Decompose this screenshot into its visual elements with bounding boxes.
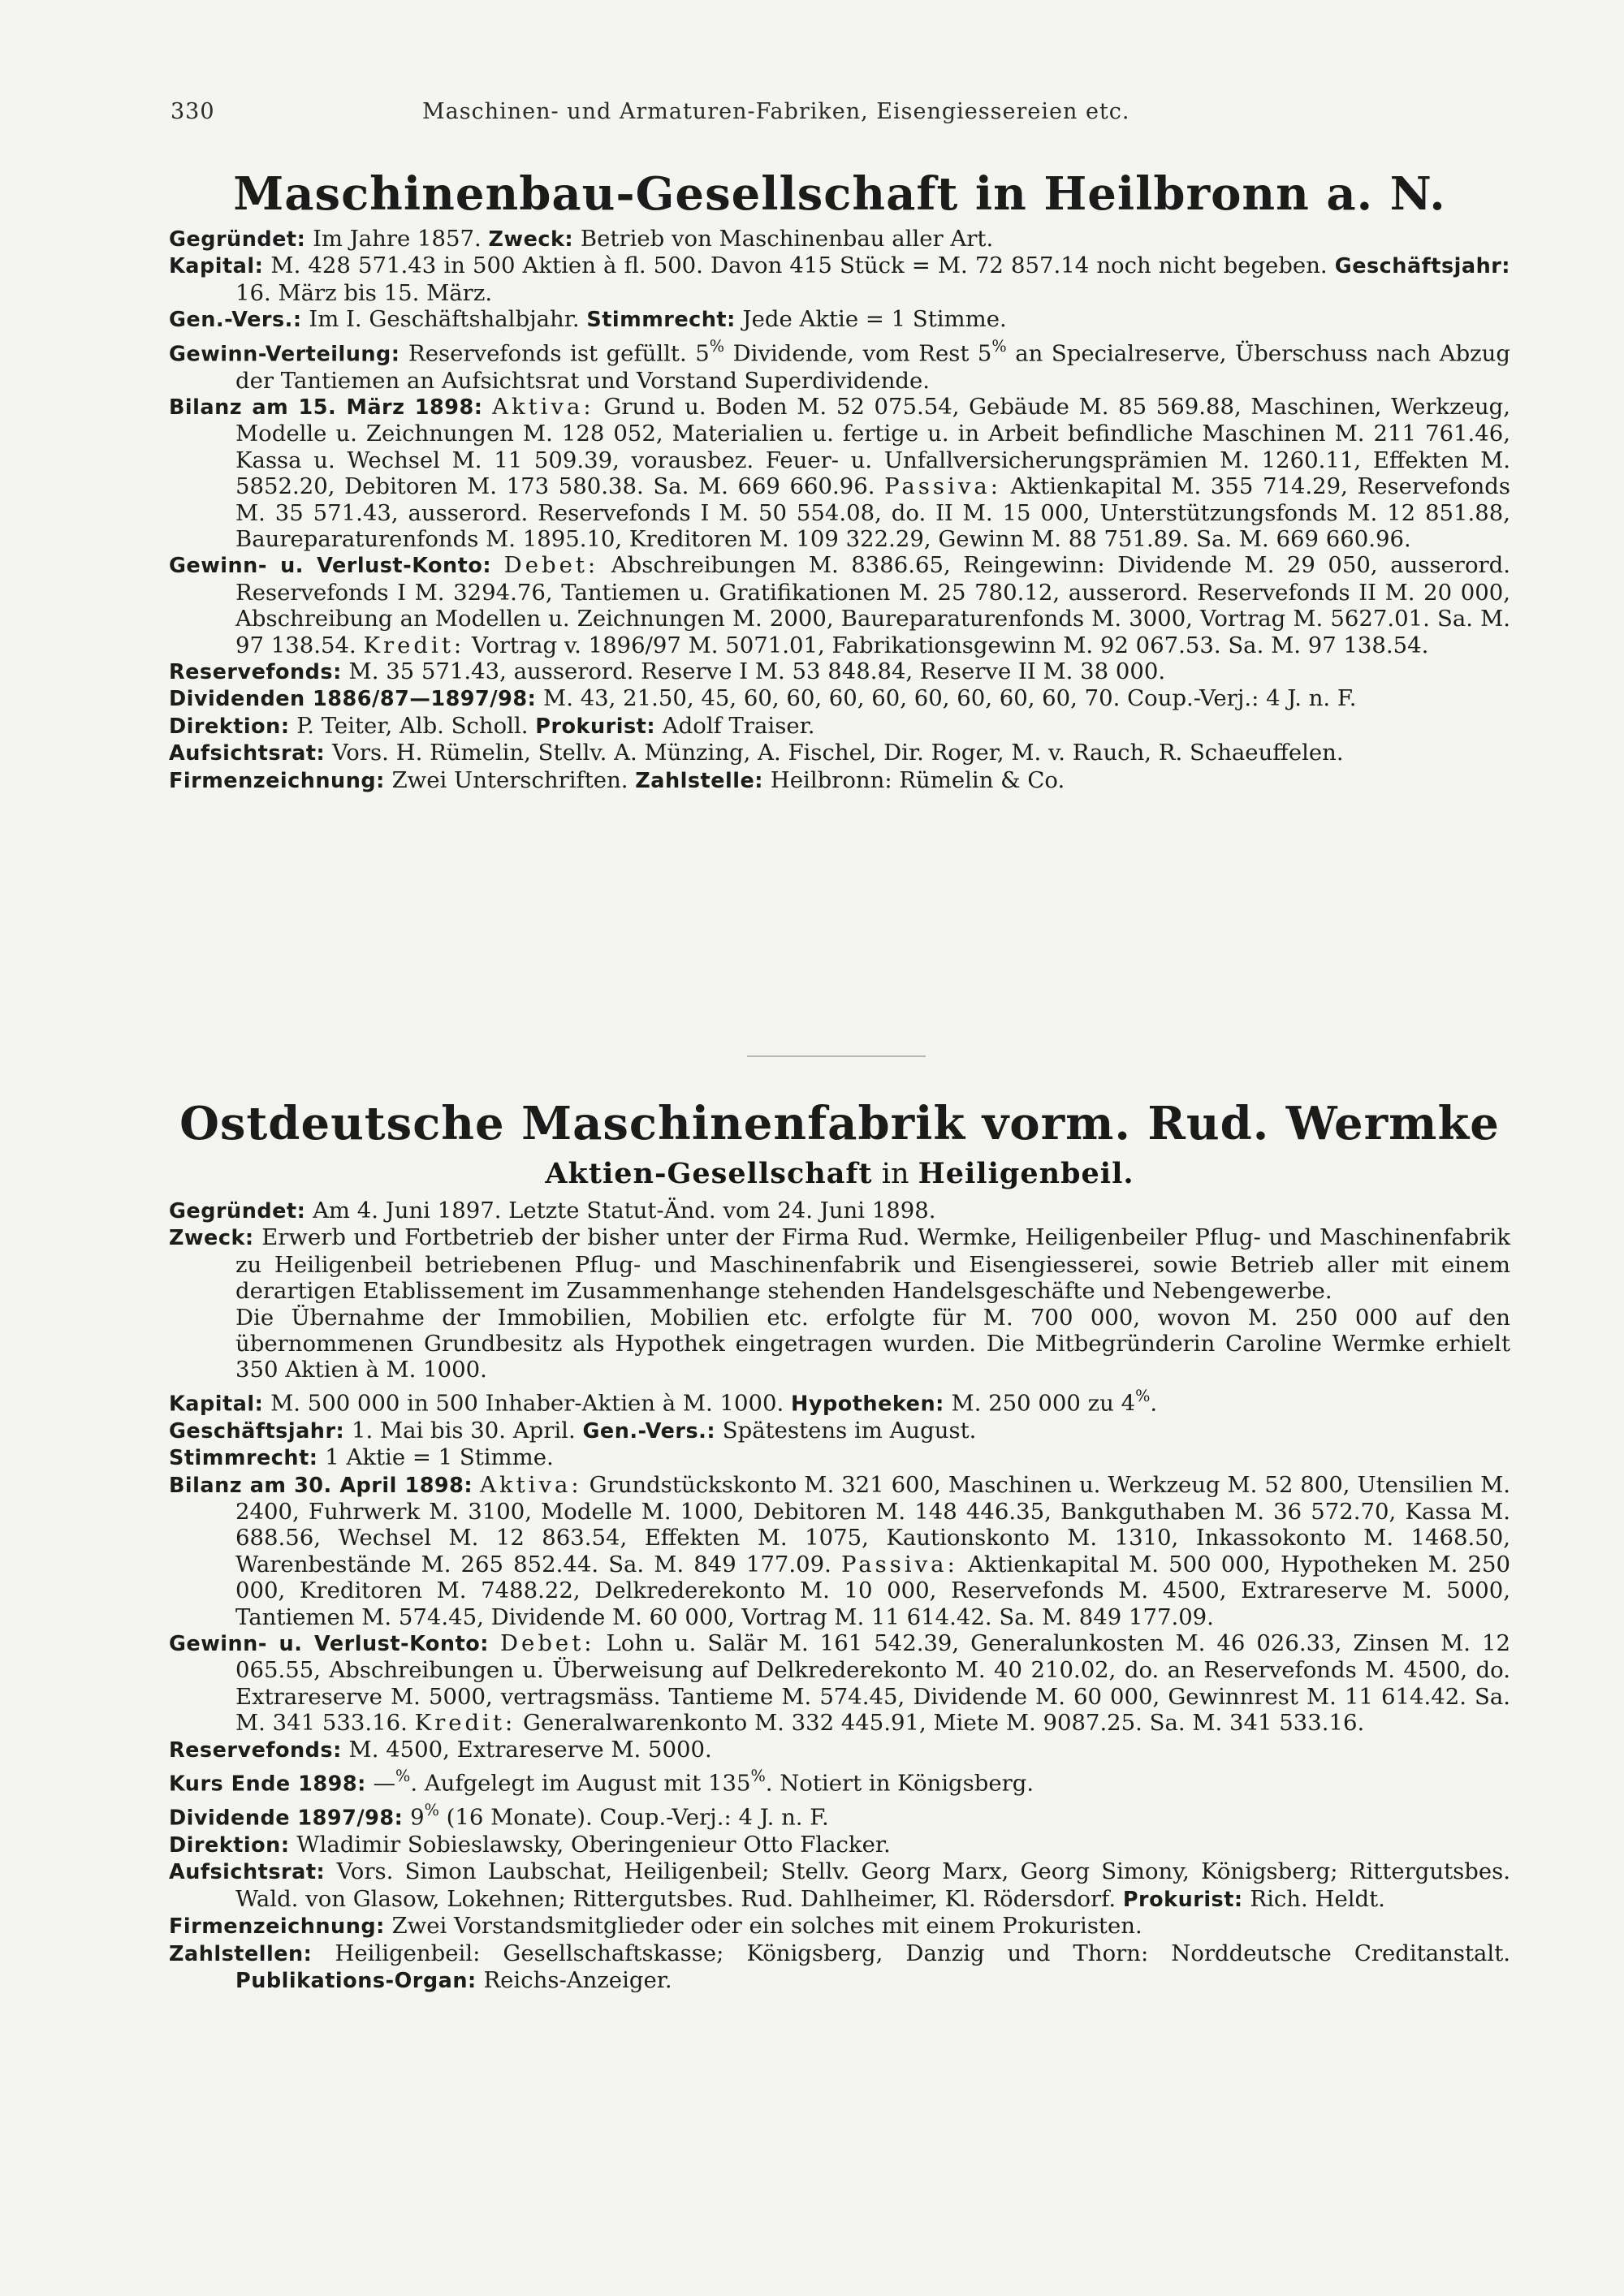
entry-kapital	[169, 252, 1510, 306]
company-entry-heiligenbeil	[169, 1092, 1510, 1994]
label-debet: Debet:	[500, 1630, 595, 1657]
entry-zahlstellen	[169, 1940, 1510, 1995]
label-aufsichtsrat: Aufsichtsrat:	[169, 741, 326, 766]
entry-reservefonds	[169, 658, 1510, 685]
label-zweck: Zweck:	[169, 1226, 254, 1251]
entry-kurs	[169, 1763, 1510, 1798]
value-zahlstelle: Heilbronn: Rümelin & Co.	[770, 766, 1065, 793]
label-direktion: Direktion:	[169, 714, 290, 739]
entry-guv	[169, 1630, 1510, 1737]
entry-bilanz	[169, 394, 1510, 552]
value-dividende-a: 9	[410, 1804, 425, 1831]
entry-aufsichtsrat	[169, 740, 1510, 766]
value-direktion: P. Teiter, Alb. Scholl.	[296, 712, 529, 739]
label-kredit: Kredit:	[363, 632, 465, 658]
entry-dividenden	[169, 685, 1510, 712]
entry-direktion	[169, 1832, 1510, 1858]
entry-zweck-paragraph	[169, 1305, 1510, 1383]
value-genvers: Spätestens im August.	[722, 1417, 977, 1444]
label-direktion: Direktion:	[169, 1832, 290, 1858]
label-geschaeftsjahr: Geschäftsjahr:	[169, 1418, 345, 1444]
value-direktion: Wladimir Sobieslawsky, Oberingenieur Otto Flacker.	[296, 1831, 891, 1858]
entry-gewinnverteilung	[169, 334, 1510, 394]
value-stimmrecht: 1 Aktie = 1 Stimme.	[325, 1444, 554, 1471]
value-gewinnverteilung-c: an Specialreserve, Überschuss nach Abzug der Tantiemen an Aufsichtsrat und Vorstand Superdividende.	[235, 340, 1510, 394]
label-guv: Gewinn- u. Verlust-Konto:	[169, 1632, 489, 1657]
entry-geschaeftsjahr	[169, 1418, 1510, 1444]
percent-sign: %	[709, 336, 725, 356]
value-zahlstellen: Heiligenbeil: Gesellschaftskasse; Königsberg, Danzig und Thorn: Norddeutsche Creditanstalt.	[335, 1940, 1510, 1966]
value-gegruendet: Im Jahre 1857.	[313, 226, 482, 252]
label-geschaeftsjahr: Geschäftsjahr:	[1334, 254, 1510, 279]
label-kurs: Kurs Ende 1898:	[169, 1772, 366, 1797]
value-gewinnverteilung-b: Dividende, vom Rest 5	[724, 340, 992, 367]
label-debet: Debet:	[503, 552, 599, 579]
value-prokurist: Adolf Traiser.	[662, 712, 815, 739]
value-zweck: Betrieb von Maschinenbau aller Art.	[580, 226, 994, 252]
value-kredit: Generalwarenkonto M. 332 445.91, Miete M. 9087.25. Sa. M. 341 533.16.	[523, 1710, 1365, 1737]
value-kurs-b: . Aufgelegt im August mit 135	[410, 1770, 751, 1797]
value-prokurist: Rich. Heldt.	[1250, 1885, 1385, 1912]
value-firmenzeichnung: Zwei Unterschriften.	[391, 766, 628, 793]
label-zahlstellen: Zahlstellen:	[169, 1941, 313, 1966]
percent-sign: %	[750, 1767, 766, 1786]
entry-stimmrecht	[169, 1444, 1510, 1471]
label-genvers: Gen.-Vers.:	[169, 308, 302, 333]
entry-genvers	[169, 306, 1510, 333]
label-guv: Gewinn- u. Verlust-Konto:	[169, 554, 492, 579]
value-dividende-b: (16 Monate). Coup.-Verj.: 4 J. n. F.	[438, 1804, 829, 1831]
label-passiva: Passiva:	[840, 1551, 958, 1577]
entry-gegruendet	[169, 226, 1510, 252]
label-kapital: Kapital:	[169, 254, 264, 279]
entry-aufsichtsrat	[169, 1858, 1510, 1913]
label-kredit: Kredit:	[414, 1710, 516, 1737]
running-header	[171, 99, 1502, 132]
value-aufsichtsrat: Vors. Simon Laubschat, Heiligenbeil; Stellv. Georg Marx, Georg Simony, Königsberg; Rittergutsbes. Wald. von Glasow, Lokehnen; Rittergutsbes. Rud. Dahlheimer, Kl. Rödersdorf.	[235, 1858, 1511, 1912]
percent-sign: %	[424, 1801, 439, 1820]
value-stimmrecht: Jede Aktie = 1 Stimme.	[742, 306, 1007, 333]
value-genvers: Im I. Geschäftshalbjahr.	[309, 306, 580, 333]
section-divider	[747, 1055, 926, 1057]
value-reservefonds: M. 35 571.43, ausserord. Reserve I M. 53 848.84, Reserve II M. 38 000.	[348, 658, 1166, 685]
entry-dividende	[169, 1798, 1510, 1832]
label-hypotheken: Hypotheken:	[791, 1392, 944, 1417]
subtitle-in: in	[881, 1158, 909, 1190]
label-reservefonds: Reservefonds:	[169, 660, 342, 685]
value-geschaeftsjahr: 16. März bis 15. März.	[235, 279, 493, 306]
label-firmenzeichnung: Firmenzeichnung:	[169, 1914, 385, 1940]
percent-sign: %	[991, 336, 1007, 356]
value-debet: Lohn u. Salär M. 161 542.39, Generalunkosten M. 46 026.33, Zinsen M. 12 065.55, Abschreibungen u. Überweisung auf Delkrederekonto M. 40 210.02, do. an Reservefonds M. 4500, do. Extrareserve M. 5000, vertragsmäss. Tantieme M. 574.45, Dividende M. 60 000, Gewinnrest M. 11 614.42. Sa. M. 341 533.16.	[235, 1630, 1510, 1737]
entry-reservefonds	[169, 1737, 1510, 1763]
label-gewinnverteilung: Gewinn-Verteilung:	[169, 342, 400, 367]
value-kredit: Vortrag v. 1896/97 M. 5071.01, Fabrikationsgewinn M. 92 067.53. Sa. M. 97 138.54.	[471, 632, 1429, 658]
label-passiva: Passiva:	[884, 473, 1002, 500]
label-publikation: Publikations-Organ:	[235, 1969, 477, 1994]
value-aktiva: Grund u. Boden M. 52 075.54, Gebäude M. 85 569.88, Maschinen, Werkzeug, Modelle u. Zeichnungen M. 128 052, Materialien u. fertige u. in Arbeit befindliche Maschinen M. 211 761.46, Kassa u. Wechsel M. 11 509.39, vorausbez. Feuer- u. Unfallversicherungsprämien M. 1260.11, Effekten M. 5852.20, Debitoren M. 173 580.38. Sa. M. 669 660.96.	[235, 393, 1510, 500]
label-aufsichtsrat: Aufsichtsrat:	[169, 1860, 326, 1885]
entry-kapital	[169, 1383, 1510, 1418]
label-aktiva: Aktiva:	[492, 393, 594, 420]
entry-zweck	[169, 1224, 1510, 1304]
label-zahlstelle: Zahlstelle:	[635, 768, 764, 793]
entry-firmenzeichnung	[169, 767, 1510, 794]
value-gewinnverteilung-a: Reservefonds ist gefüllt. 5	[408, 340, 710, 367]
subtitle-ag: Aktien-Gesellschaft	[545, 1157, 873, 1190]
value-dividenden: M. 43, 21.50, 45, 60, 60, 60, 60, 60, 60, 60, 60, 70. Coup.-Verj.: 4 J. n. F.	[543, 685, 1357, 712]
value-kurs-c: . Notiert in Königsberg.	[765, 1770, 1034, 1797]
entry-gegruendet	[169, 1198, 1510, 1224]
value-passiva: Aktienkapital M. 355 714.29, Reservefonds M. 35 571.43, ausserord. Reservefonds I M. 50 554.08, do. II M. 15 000, Unterstützungsfonds M. 12 851.88, Baureparaturenfonds M. 1895.10, Kreditoren M. 109 322.29, Gewinn M. 88 751.89. Sa. M. 669 660.96.	[235, 473, 1511, 553]
label-dividende: Dividende 1897/98:	[169, 1806, 404, 1831]
label-zweck: Zweck:	[488, 227, 574, 252]
value-publikation: Reichs-Anzeiger.	[483, 1967, 672, 1994]
entry-bilanz	[169, 1472, 1510, 1630]
value-gegruendet: Am 4. Juni 1897. Letzte Statut-Änd. vom 24. Juni 1898.	[313, 1198, 936, 1224]
value-hypotheken-end: .	[1150, 1390, 1158, 1417]
value-aufsichtsrat: Vors. H. Rümelin, Stellv. A. Münzing, A. Fischel, Dir. Roger, M. v. Rauch, R. Schaeuffelen.	[331, 740, 1344, 766]
percent-sign: %	[1135, 1386, 1151, 1405]
label-dividenden: Dividenden 1886/87—1897/98:	[169, 687, 537, 712]
label-aktiva: Aktiva:	[480, 1471, 582, 1498]
value-firmenzeichnung: Zwei Vorstandsmitglieder oder ein solches mit einem Prokuristen.	[391, 1913, 1142, 1940]
label-prokurist: Prokurist:	[535, 714, 656, 739]
percent-sign: %	[395, 1767, 411, 1786]
company-entry-heilbronn	[169, 162, 1510, 794]
company-title: Ostdeutsche Maschinenfabrik vorm. Rud. Wermke	[179, 1097, 1500, 1150]
value-reservefonds: M. 4500, Extrareserve M. 5000.	[348, 1736, 712, 1763]
value-kurs-a: —	[373, 1770, 396, 1797]
label-kapital: Kapital:	[169, 1392, 264, 1417]
label-firmenzeichnung: Firmenzeichnung:	[169, 768, 385, 793]
entry-guv	[169, 552, 1510, 658]
label-bilanz: Bilanz am 30. April 1898:	[169, 1473, 473, 1498]
value-debet: Abschreibungen M. 8386.65, Reingewinn: Dividende M. 29 050, ausserord. Reservefonds I M. 3294.76, Tantiemen u. Gratifikationen M. 25 780.12, ausserord. Reservefonds II M. 20 000, Abschreibung an Modellen u. Zeichnungen M. 2000, Baureparaturenfonds M. 3000, Vortrag M. 5627.01. Sa. M. 97 138.54.	[235, 552, 1511, 658]
subtitle-place: Heiligenbeil.	[918, 1157, 1134, 1190]
value-zweck: Erwerb und Fortbetrieb der bisher unter der Firma Rud. Wermke, Heiligenbeiler Pflug- und Maschinenfabrik zu Heiligenbeil betriebenen Pflug- und Maschinenfabrik und Eisengiesserei, sowie Betrieb aller mit einem derartigen Etablissement im Zusammenhange stehenden Handelsgeschäfte und Nebengewerbe.	[235, 1224, 1510, 1305]
company-subtitle	[169, 1155, 1510, 1193]
value-zweck-paragraph: Die Übernahme der Immobilien, Mobilien etc. erfolgte für M. 700 000, wovon M. 250 000 auf den übernommenen Grundbesitz als Hypothek eingetragen wurden. Die Mitbegründerin Caroline Wermke erhielt 350 Aktien à M. 1000.	[235, 1304, 1510, 1383]
value-kapital: M. 428 571.43 in 500 Aktien à fl. 500. Davon 415 Stück = M. 72 857.14 noch nicht begeben.	[270, 252, 1328, 279]
label-prokurist: Prokurist:	[1122, 1887, 1243, 1912]
label-stimmrecht: Stimmrecht:	[169, 1446, 318, 1471]
running-title: Maschinen- und Armaturen-Fabriken, Eisengiessereien etc.	[422, 99, 1130, 124]
entry-direktion	[169, 713, 1510, 740]
value-passiva: Aktienkapital M. 500 000, Hypotheken M. 250 000, Kreditoren M. 7488.22, Delkrederekonto M. 10 000, Reservefonds M. 4500, Extrareserve M. 5000, Tantiemen M. 574.45, Dividende M. 60 000, Vortrag M. 11 614.42. Sa. M. 849 177.09.	[235, 1551, 1510, 1630]
label-gegruendet: Gegründet:	[169, 1199, 306, 1224]
value-geschaeftsjahr: 1. Mai bis 30. April.	[351, 1417, 576, 1444]
company-title: Maschinenbau-Gesellschaft in Heilbronn a. N.	[233, 167, 1446, 221]
entry-firmenzeichnung	[169, 1913, 1510, 1940]
label-stimmrecht: Stimmrecht:	[586, 308, 736, 333]
label-gegruendet: Gegründet:	[169, 227, 306, 252]
value-kapital: M. 500 000 in 500 Inhaber-Aktien à M. 1000.	[270, 1390, 784, 1417]
value-hypotheken: M. 250 000 zu 4	[951, 1390, 1136, 1417]
label-reservefonds: Reservefonds:	[169, 1737, 342, 1763]
page-number: 330	[171, 99, 215, 124]
label-genvers: Gen.-Vers.:	[582, 1418, 716, 1444]
value-aktiva: Grundstückskonto M. 321 600, Maschinen u. Werkzeug M. 52 800, Utensilien M. 2400, Fuhrwerk M. 3100, Modelle M. 1000, Debitoren M. 148 446.35, Bankguthaben M. 36 572.70, Kassa M. 688.56, Wechsel M. 12 863.54, Effekten M. 1075, Kautionskonto M. 1310, Inkassokonto M. 1468.50, Warenbestände M. 265 852.44. Sa. M. 849 177.09.	[235, 1471, 1510, 1577]
label-bilanz: Bilanz am 15. März 1898:	[169, 395, 483, 420]
